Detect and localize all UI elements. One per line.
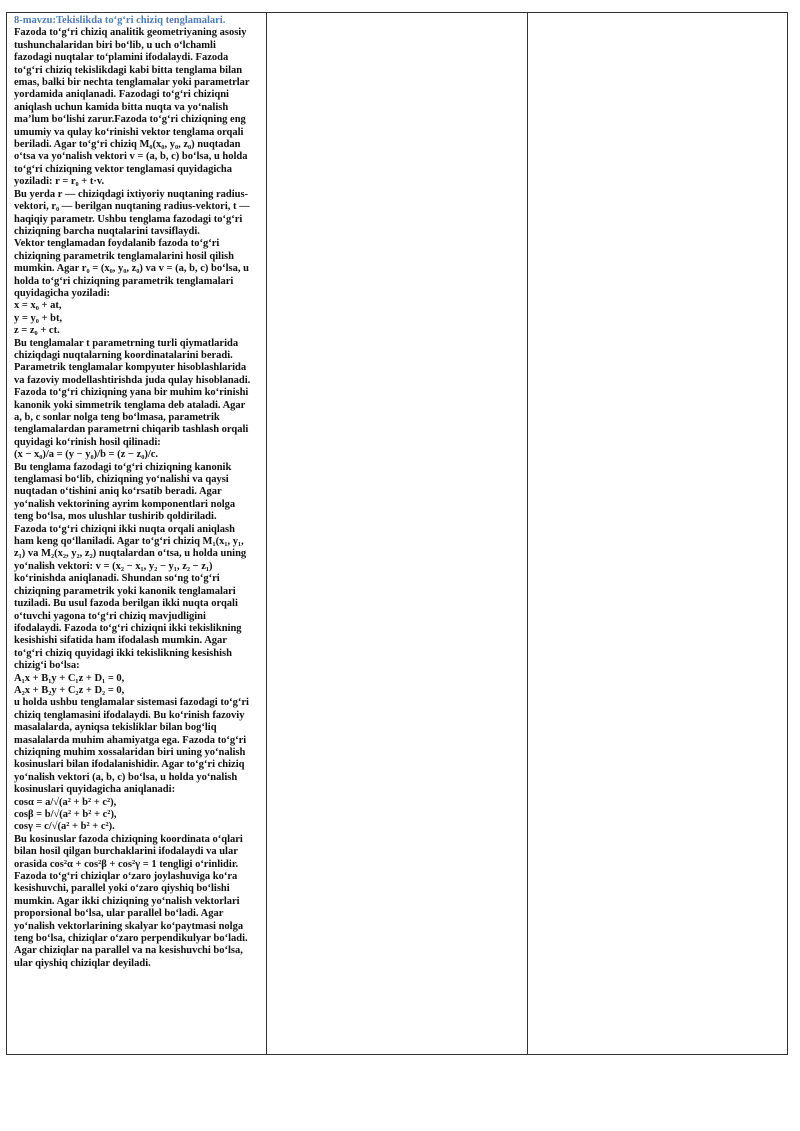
text-line: chiziq tenglamasini ifodalaydi. Bu ko‘rinish fazoviy	[14, 709, 245, 721]
text-line: chizig‘i bo‘lsa:	[14, 660, 80, 672]
text-line: Bu tenglamalar t parametrning turli qiymatlarida	[14, 337, 239, 349]
text-line: z = z₀ + ct.	[14, 325, 60, 337]
text-line: A₂x + B₂y + C₂z + D₂ = 0,	[14, 684, 125, 696]
text-line: tuziladi. Bu usul fazoda berilgan ikki nuqta orqali	[14, 598, 238, 610]
text-line: tenglamasi bo‘lib, chiziqning yo‘nalishi va qaysi	[14, 474, 229, 486]
text-line: kosinuslari quyidagicha aniqlanadi:	[14, 784, 176, 796]
text-line: yo‘nalish vektori: v = (x₂ − x₁, y₂ − y₁, z₂ − z₁)	[14, 560, 213, 572]
text-line: a, b, c sonlar nolga teng bo‘lmasa, parametrik	[14, 412, 220, 423]
text-line: ular qiyshiq chiziqlar deyiladi.	[14, 957, 151, 969]
text-line: nuqtadan o‘tishini aniq ko‘rsatib beradi. Agar	[14, 486, 222, 498]
text-line: orasida cos²α + cos²β + cos²γ = 1 tengligi o‘rinlidir.	[14, 858, 239, 870]
text-line: Bu yerda r — chiziqdagi ixtiyoriy nuqtaning radius-	[14, 188, 249, 200]
text-line: mumkin. Agar r₀ = (x₀, y₀, z₀) va v = (a, b, c) bo‘lsa, u	[14, 263, 249, 275]
text-line: haqiqiy parametr. Ushbu tenglama fazodagi to‘g‘ri	[14, 213, 243, 225]
text-line: yo‘nalish vektori (a, b, c) bo‘lsa, u holda yo‘nalish	[14, 771, 238, 783]
text-line: yo‘nalish vektorining ayrim komponentlari nolga	[14, 498, 236, 510]
text-line: teng bo‘lsa, mos ulushlar tushirib qoldiriladi.	[14, 511, 217, 523]
text-line: kesishuvchi, parallel yoki o‘zaro qiyshiq bo‘lishi	[14, 883, 230, 895]
text-line: umumiy va qulay ko‘rinishi vektor tenglama orqali	[14, 126, 244, 138]
text-line: Fazoda to‘g‘ri chiziq analitik geometriyaning asosiy	[14, 27, 247, 39]
text-line: bilan hosil qilgan burchaklarini ifodalaydi va ular	[14, 846, 238, 858]
text-line: emas, balki bir nechta tenglamalar yoki parametrlar	[14, 77, 250, 89]
text-line: Vektor tenglamadan foydalanib fazoda to‘g‘ri	[14, 238, 220, 250]
text-line: chiziqning parametrik yoki kanonik tenglamalari	[14, 585, 236, 597]
text-line: A₁x + B₁y + C₁z + D₁ = 0,	[14, 672, 125, 684]
text-line: ifodalaydi. Fazoda to‘g‘ri chiziqni ikki tekislikning	[14, 622, 242, 634]
text-line: z₁) va M₂(x₂, y₂, z₂) nuqtalardan o‘tsa, u holda uning	[14, 548, 247, 560]
text-line: x = x₀ + at,	[14, 300, 62, 312]
text-line: Fazoda to‘g‘ri chiziqning yana bir muhim ko‘rinishi	[14, 387, 249, 399]
text-line: o‘tuvchi yagona to‘g‘ri chiziq mavjudligini	[14, 610, 206, 622]
text-line: ham keng qo‘llaniladi. Agar to‘g‘ri chiziq M₁(x₁, y₁,	[14, 536, 244, 548]
text-line: cosβ = b/√(a² + b² + c²),	[14, 809, 117, 820]
text-line: tushunchalaridan biri bo‘lib, u uch o‘lchamli	[14, 39, 216, 51]
text-line: quyidagicha yoziladi:	[14, 287, 110, 299]
text-line: to‘g‘ri chiziq tekislikdagi kabi bitta tenglama bilan	[14, 64, 243, 76]
text-line: cosγ = c/√(a² + b² + c²).	[14, 821, 115, 833]
text-line: mumkin. Agar ikki chiziqning yo‘nalish vektorlari	[14, 895, 240, 907]
text-line: yoziladi: r = r₀ + t·v.	[14, 176, 105, 188]
document-table	[6, 12, 788, 1055]
text-line: aniqlash uchun kamida bitta nuqta va yo‘nalish	[14, 101, 229, 113]
text-line: Parametrik tenglamalar kompyuter hisoblashlarida	[14, 362, 247, 374]
text-line: teng bo‘lsa, chiziqlar o‘zaro perpendikulyar bo‘ladi.	[14, 933, 248, 945]
text-line: chiziqdagi nuqtalarning koordinatalarini beradi.	[14, 349, 233, 361]
text-line: quyidagi ko‘rinish hosil qilinadi:	[14, 436, 161, 448]
text-line: (x − x₀)/a = (y − y₀)/b = (z − z₀)/c.	[14, 449, 159, 461]
text-line: ma’lum bo‘lishi zarur.Fazoda to‘g‘ri chiziqning eng	[14, 114, 246, 126]
text-line: yordamida aniqlanadi. Fazodagi to‘g‘ri chiziqni	[14, 89, 229, 101]
text-line: kesishishi sifatida ham ifodalash mumkin. Agar	[14, 635, 227, 647]
text-line: beriladi. Agar to‘g‘ri chiziq M₀(x₀, y₀, z₀) nuqtadan	[14, 139, 241, 151]
text-line: kanonik yoki simmetrik tenglama deb ataladi. Agar	[14, 399, 246, 411]
text-line: yo‘nalish vektorlarining skalyar ko‘paytmasi nolga	[14, 920, 244, 932]
text-line: Bu kosinuslar fazoda chiziqning koordinata o‘qlari	[14, 833, 243, 845]
text-line: Bu tenglama fazodagi to‘g‘ri chiziqning kanonik	[14, 461, 232, 473]
text-line: to‘g‘ri chiziqning vektor tenglamasi quyidagicha	[14, 163, 232, 175]
text-line: Fazoda to‘g‘ri chiziqni ikki nuqta orqali aniqlash	[14, 523, 235, 535]
text-line: masalalarda, ayniqsa tekisliklar bilan bog‘liq	[14, 722, 217, 734]
text-line: chiziqning parametrik tenglamalarini hosil qilish	[14, 250, 234, 262]
text-line: cosα = a/√(a² + b² + c²),	[14, 796, 117, 808]
text-line: Fazoda to‘g‘ri chiziqlar o‘zaro joylashuviga ko‘ra	[14, 871, 238, 883]
text-line: y = y₀ + bt,	[14, 312, 63, 324]
text-line: kosinuslari bilan ifodalanishidir. Agar to‘g‘ri chiziq	[14, 759, 245, 771]
table-cell-content	[7, 13, 267, 1054]
text-line: Agar chiziqlar na parallel va na kesishuvchi bo‘lsa,	[14, 945, 243, 957]
text-line: o‘tsa va yo‘nalish vektori v = (a, b, c) bo‘lsa, u holda	[14, 151, 248, 163]
text-line: va fazoviy modellashtirishda juda qulay hisoblanadi.	[14, 374, 251, 386]
text-line: tenglamalardan parametrni chiqarib tashlash orqali	[14, 424, 249, 436]
text-line: chiziqning barcha nuqtalarini tavsiflaydi.	[14, 225, 200, 237]
table-cell-empty-middle	[267, 13, 528, 1054]
text-line: u holda ushbu tenglamalar sistemasi fazodagi to‘g‘ri	[14, 697, 249, 709]
text-line: vektori, r₀ — berilgan nuqtaning radius-vektori, t —	[14, 201, 250, 213]
text-line: ko‘rinishda aniqlanadi. Shundan so‘ng to‘g‘ri	[14, 573, 220, 585]
text-line: proporsional bo‘lsa, ular parallel bo‘ladi. Agar	[14, 908, 224, 920]
text-line: holda to‘g‘ri chiziqning parametrik tenglamalari	[14, 275, 234, 287]
lesson-title: 8-mavzu:Tekislikda to‘g‘ri chiziq tenglamalari.	[14, 15, 226, 26]
lesson-body	[14, 27, 262, 970]
text-line: to‘g‘ri chiziq quyidagi ikki tekislikning kesishish	[14, 647, 232, 659]
text-line: chiziqning muhim xossalaridan biri uning yo‘nalish	[14, 746, 246, 758]
text-line: fazodagi nuqtalar to‘plamini ifodalaydi. Fazoda	[14, 52, 229, 64]
table-cell-empty-right	[528, 13, 787, 1054]
text-line: masalalarda muhim ahamiyatga ega. Fazoda to‘g‘ri	[14, 734, 247, 746]
